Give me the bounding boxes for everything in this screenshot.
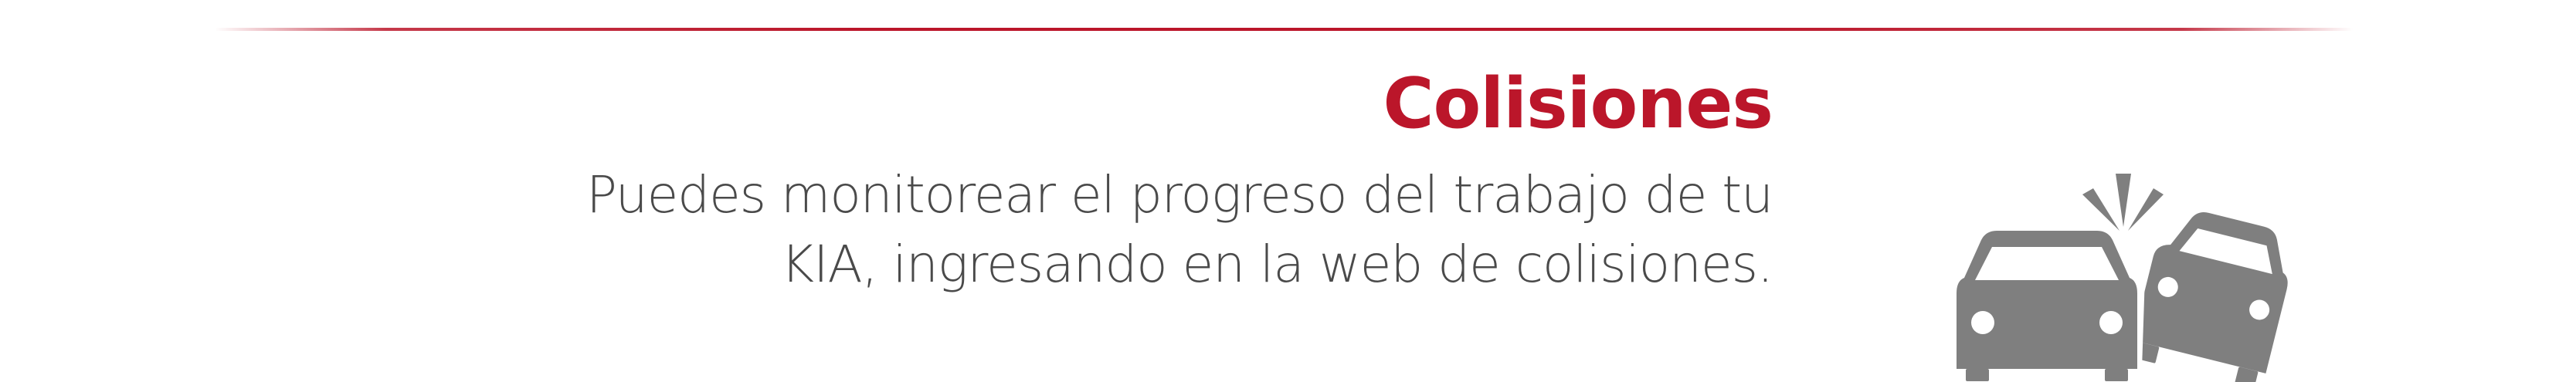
- tilted-car-icon: [2128, 202, 2290, 382]
- description-line: Puedes monitorear el progreso del trabajo de tu: [586, 165, 1773, 225]
- section-description: [433, 161, 1773, 299]
- description-line: KIA, ingresando en la web de colisiones.: [780, 235, 1773, 294]
- section-title: Colisiones: [1383, 63, 1773, 144]
- impact-spark-icon: [2082, 174, 2164, 231]
- car-collision-icon: [1950, 162, 2290, 382]
- top-divider: [215, 28, 2353, 31]
- collisions-text-block: [433, 62, 1773, 299]
